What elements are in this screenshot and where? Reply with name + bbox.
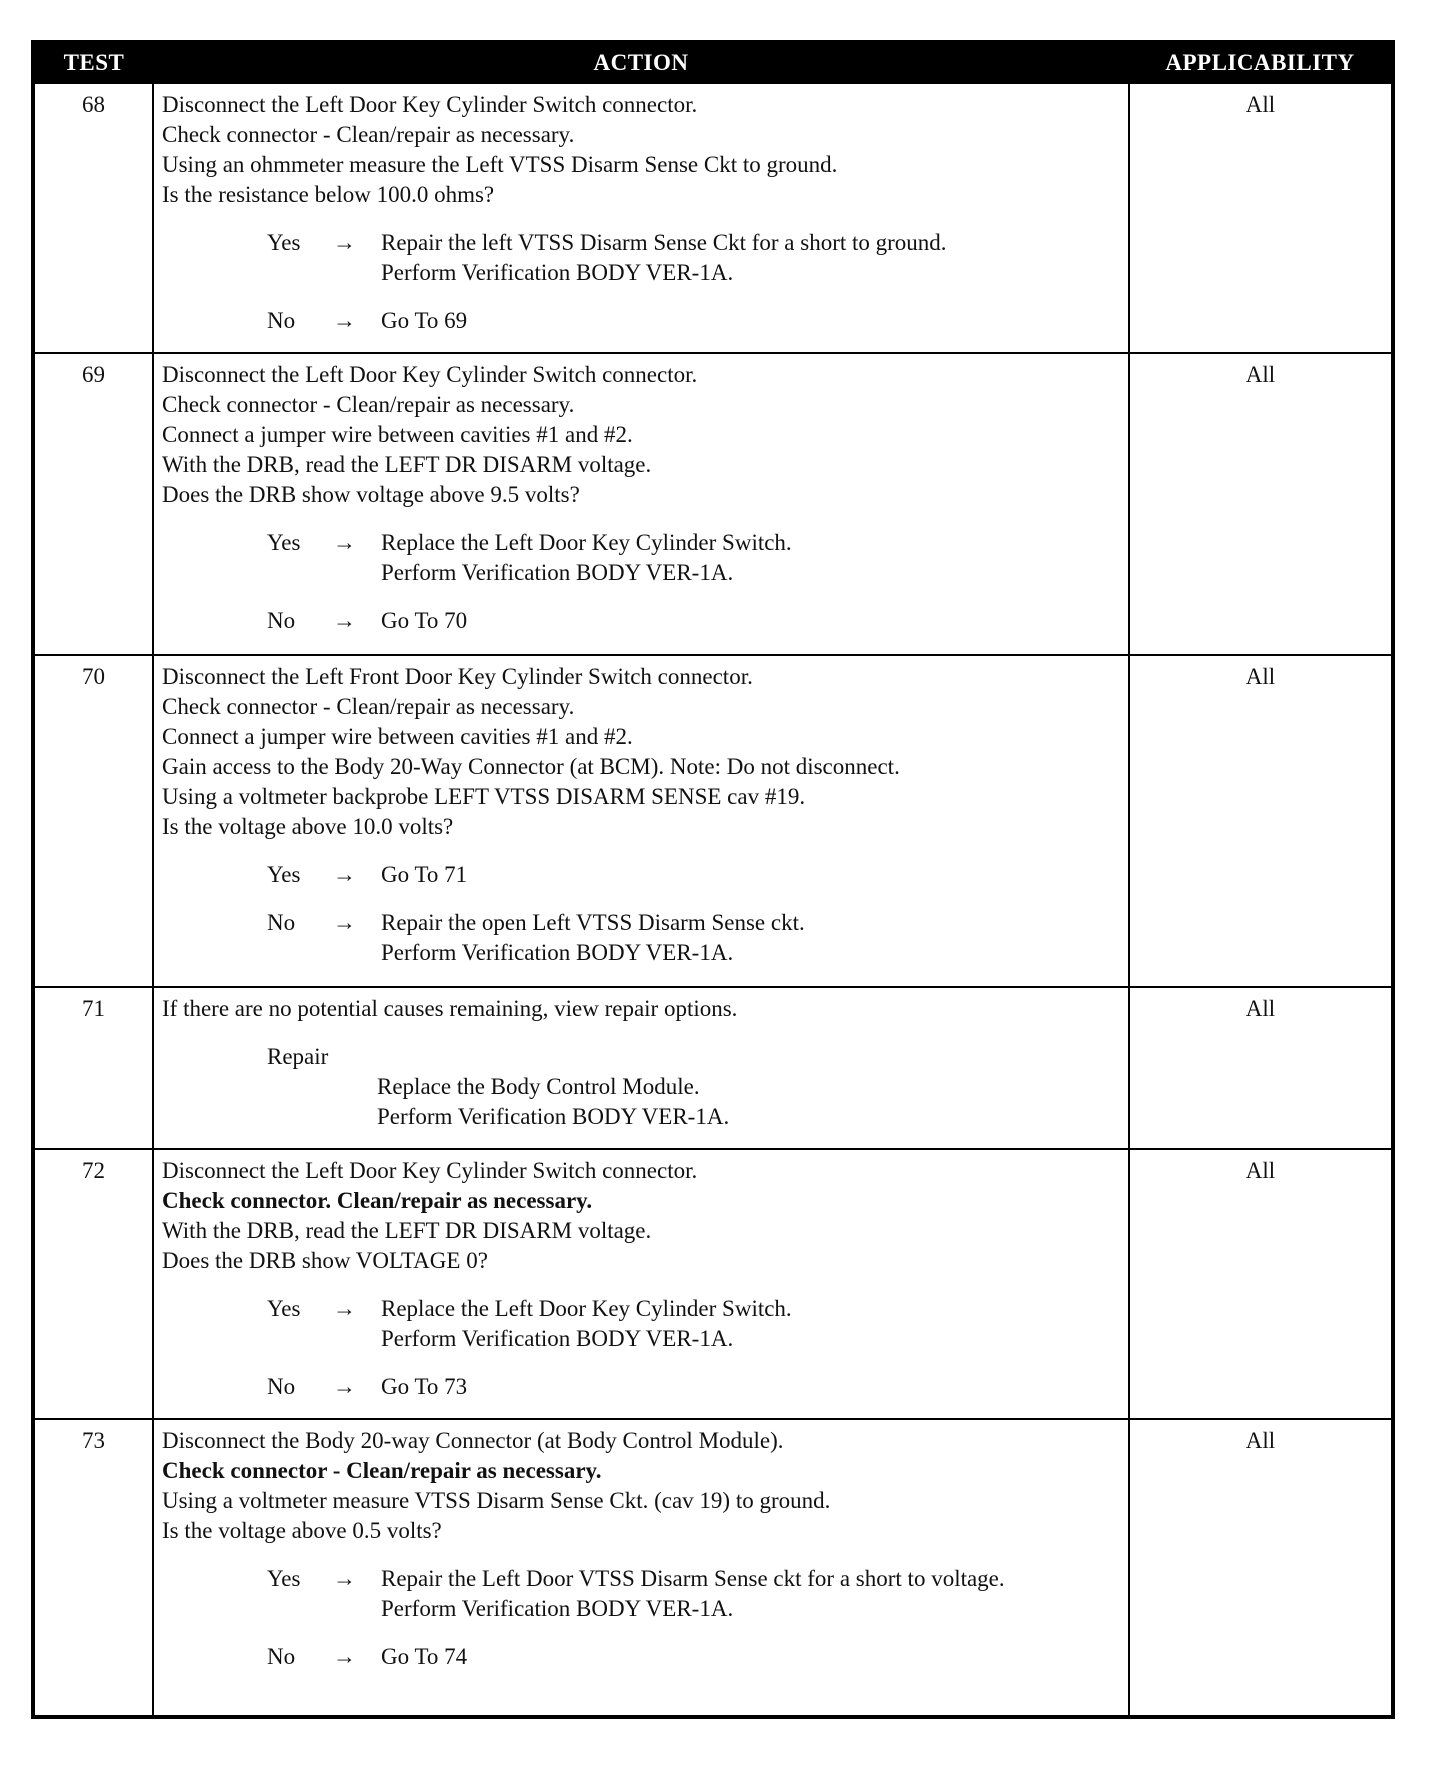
- branch-step: Perform Verification BODY VER-1A.: [381, 1596, 734, 1621]
- arrow-icon: →: [333, 1644, 356, 1669]
- action-step: Connect a jumper wire between cavities #1 and #2.: [162, 724, 633, 749]
- no-branch: [162, 606, 1120, 636]
- branch-step: Perform Verification BODY VER-1A.: [381, 940, 734, 965]
- header-test: TEST: [33, 42, 153, 83]
- action-step: Check connector - Clean/repair as necessary.: [162, 1458, 602, 1483]
- yes-label: Yes: [267, 230, 301, 255]
- arrow-icon: →: [333, 1566, 356, 1591]
- action-question: Is the resistance below 100.0 ohms?: [162, 182, 495, 207]
- action-step: Disconnect the Left Door Key Cylinder Switch connector.: [162, 92, 698, 117]
- arrow-icon: →: [333, 862, 356, 887]
- action-question: Does the DRB show voltage above 9.5 volts?: [162, 482, 580, 507]
- action-step: Check connector - Clean/repair as necessary.: [162, 122, 575, 147]
- table-row: [33, 1419, 1393, 1717]
- no-label: No: [267, 308, 296, 333]
- test-number: 73: [33, 1419, 153, 1717]
- table-row: [33, 987, 1393, 1149]
- yes-label: Yes: [267, 862, 301, 887]
- action-step: Disconnect the Left Front Door Key Cylinder Switch connector.: [162, 664, 753, 689]
- test-number: 71: [33, 987, 153, 1149]
- action-step: Using a voltmeter backprobe LEFT VTSS DISARM SENSE cav #19.: [162, 784, 806, 809]
- table-row: [33, 655, 1393, 987]
- yes-branch: [162, 528, 1120, 588]
- action-step: Disconnect the Body 20-way Connector (at Body Control Module).: [162, 1428, 784, 1453]
- action-step: Gain access to the Body 20-Way Connector (at BCM). Note: Do not disconnect.: [162, 754, 900, 779]
- goto-step: Go To 70: [381, 608, 468, 633]
- no-label: No: [267, 1374, 296, 1399]
- arrow-icon: →: [333, 1296, 356, 1321]
- arrow-icon: →: [333, 1374, 356, 1399]
- applicability-value: All: [1129, 1149, 1393, 1419]
- action-step: Disconnect the Left Door Key Cylinder Switch connector.: [162, 362, 698, 387]
- arrow-icon: →: [333, 308, 356, 333]
- no-label: No: [267, 910, 296, 935]
- repair-step: Replace the Body Control Module.: [377, 1074, 700, 1099]
- action-question: Is the voltage above 10.0 volts?: [162, 814, 454, 839]
- table-header-row: [33, 42, 1393, 83]
- table-row: [33, 353, 1393, 655]
- no-label: No: [267, 1644, 296, 1669]
- arrow-icon: →: [333, 910, 356, 935]
- branch-step: Repair the open Left VTSS Disarm Sense ckt.: [381, 910, 805, 935]
- action-step: Using an ohmmeter measure the Left VTSS Disarm Sense Ckt to ground.: [162, 152, 838, 177]
- arrow-icon: →: [333, 608, 356, 633]
- action-step: With the DRB, read the LEFT DR DISARM voltage.: [162, 452, 652, 477]
- no-label: No: [267, 608, 296, 633]
- branch-step: Perform Verification BODY VER-1A.: [381, 1326, 734, 1351]
- action-step: With the DRB, read the LEFT DR DISARM voltage.: [162, 1218, 652, 1243]
- test-number: 72: [33, 1149, 153, 1419]
- branch-step: Replace the Left Door Key Cylinder Switch.: [381, 530, 792, 555]
- goto-step: Go To 71: [381, 862, 468, 887]
- no-branch: [162, 1372, 1120, 1402]
- applicability-value: All: [1129, 1419, 1393, 1717]
- table-row: [33, 83, 1393, 353]
- action-cell: [153, 1419, 1129, 1717]
- goto-step: Go To 69: [381, 308, 468, 333]
- yes-branch: [162, 228, 1120, 288]
- yes-branch: [162, 860, 1120, 890]
- applicability-value: All: [1129, 353, 1393, 655]
- action-question: Does the DRB show VOLTAGE 0?: [162, 1248, 488, 1273]
- yes-branch: [162, 1564, 1120, 1624]
- arrow-icon: →: [333, 530, 356, 555]
- test-number: 70: [33, 655, 153, 987]
- action-cell: [153, 1149, 1129, 1419]
- applicability-value: All: [1129, 655, 1393, 987]
- test-number: 68: [33, 83, 153, 353]
- yes-label: Yes: [267, 530, 301, 555]
- action-cell: [153, 655, 1129, 987]
- action-question: Is the voltage above 0.5 volts?: [162, 1518, 442, 1543]
- diagnostic-test-table: [31, 40, 1395, 1719]
- diagnostic-procedure-page: [31, 40, 1391, 1719]
- action-step: Using a voltmeter measure VTSS Disarm Sense Ckt. (cav 19) to ground.: [162, 1488, 831, 1513]
- arrow-icon: →: [333, 230, 356, 255]
- repair-label: Repair: [267, 1044, 329, 1069]
- action-cell: [153, 353, 1129, 655]
- action-cell: [153, 987, 1129, 1149]
- test-number: 69: [33, 353, 153, 655]
- action-step: Connect a jumper wire between cavities #1 and #2.: [162, 422, 633, 447]
- branch-step: Perform Verification BODY VER-1A.: [381, 560, 734, 585]
- action-cell: [153, 83, 1129, 353]
- branch-step: Replace the Left Door Key Cylinder Switch.: [381, 1296, 792, 1321]
- yes-label: Yes: [267, 1296, 301, 1321]
- applicability-value: All: [1129, 987, 1393, 1149]
- header-action: ACTION: [153, 42, 1129, 83]
- branch-step: Repair the left VTSS Disarm Sense Ckt for a short to ground.: [381, 230, 947, 255]
- yes-branch: [162, 1294, 1120, 1354]
- no-branch: [162, 1642, 1120, 1672]
- yes-label: Yes: [267, 1566, 301, 1591]
- goto-step: Go To 73: [381, 1374, 468, 1399]
- action-step: Check connector - Clean/repair as necessary.: [162, 392, 575, 417]
- no-branch: [162, 908, 1120, 968]
- action-step: Disconnect the Left Door Key Cylinder Switch connector.: [162, 1158, 698, 1183]
- branch-step: Repair the Left Door VTSS Disarm Sense ckt for a short to voltage.: [381, 1566, 1005, 1591]
- action-step: Check connector. Clean/repair as necessary.: [162, 1188, 593, 1213]
- action-step: Check connector - Clean/repair as necessary.: [162, 694, 575, 719]
- applicability-value: All: [1129, 83, 1393, 353]
- goto-step: Go To 74: [381, 1644, 468, 1669]
- repair-step: Perform Verification BODY VER-1A.: [377, 1104, 730, 1129]
- header-applicability: APPLICABILITY: [1129, 42, 1393, 83]
- action-step: If there are no potential causes remaining, view repair options.: [162, 996, 738, 1021]
- branch-step: Perform Verification BODY VER-1A.: [381, 260, 734, 285]
- no-branch: [162, 306, 1120, 336]
- table-row: [33, 1149, 1393, 1419]
